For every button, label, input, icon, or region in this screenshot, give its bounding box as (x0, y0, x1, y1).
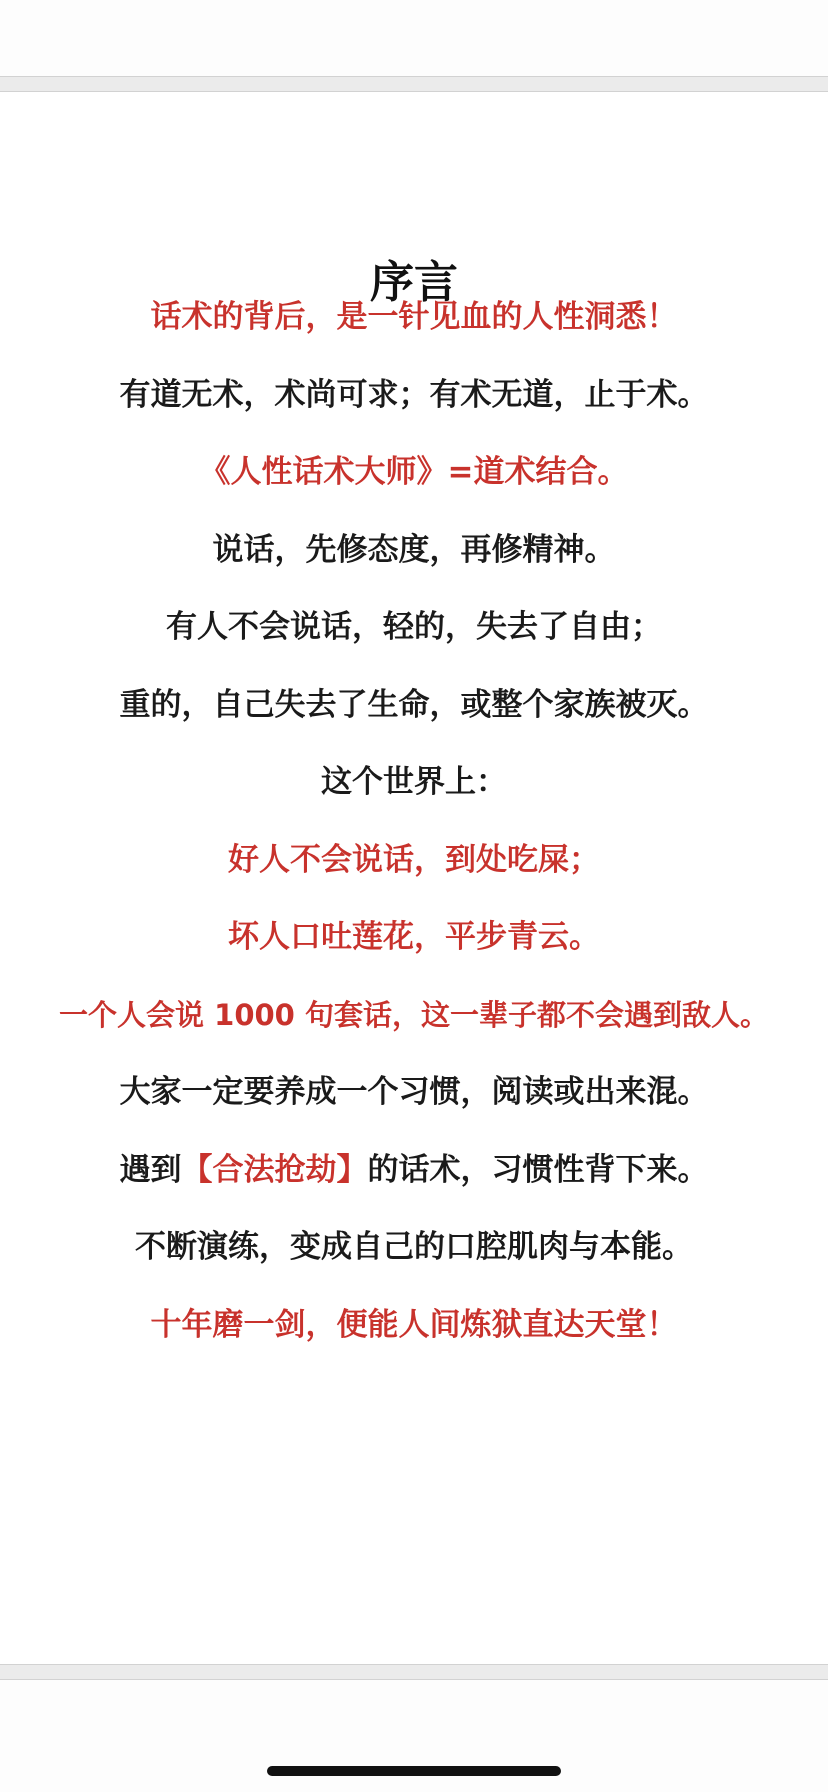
text-line-mixed (0, 1150, 828, 1190)
highlighted-phrase: 【合法抢劫】 (181, 1152, 368, 1188)
text-fragment: 的话术，习惯性背下来。 (367, 1152, 709, 1188)
text-line: 坏人口吐莲花，平步青云。 (228, 919, 600, 955)
text-fragment: 遇到 (119, 1152, 182, 1188)
text-line: 好人不会说话，到处吃屎； (228, 842, 600, 878)
text-line: 重的，自己失去了生命，或整个家族被灭。 (119, 687, 709, 723)
text-line: 《人性话术大师》=道术结合。 (199, 454, 629, 490)
text-line: 不断演练，变成自己的口腔肌肉与本能。 (135, 1229, 693, 1265)
page-title: 序言 (370, 257, 458, 308)
text-line: 有人不会说话，轻的，失去了自由； (166, 609, 662, 645)
bottom-divider (0, 1664, 828, 1680)
text-line: 大家一定要养成一个习惯，阅读或出来混。 (119, 1074, 709, 1110)
top-divider (0, 76, 828, 92)
text-line: 一个人会说 1000 句套话，这一辈子都不会遇到敌人。 (59, 998, 769, 1032)
text-line: 十年磨一剑，便能人间炼狱直达天堂！ (150, 1307, 678, 1343)
text-line: 话术的背后，是一针见血的人性洞悉！ (150, 299, 678, 335)
document-page (0, 92, 828, 1664)
text-line: 说话，先修态度，再修精神。 (212, 532, 616, 568)
home-indicator[interactable] (267, 1766, 561, 1776)
text-line: 有道无术，术尚可求；有术无道，止于术。 (119, 377, 709, 413)
text-line: 这个世界上： (321, 764, 507, 800)
